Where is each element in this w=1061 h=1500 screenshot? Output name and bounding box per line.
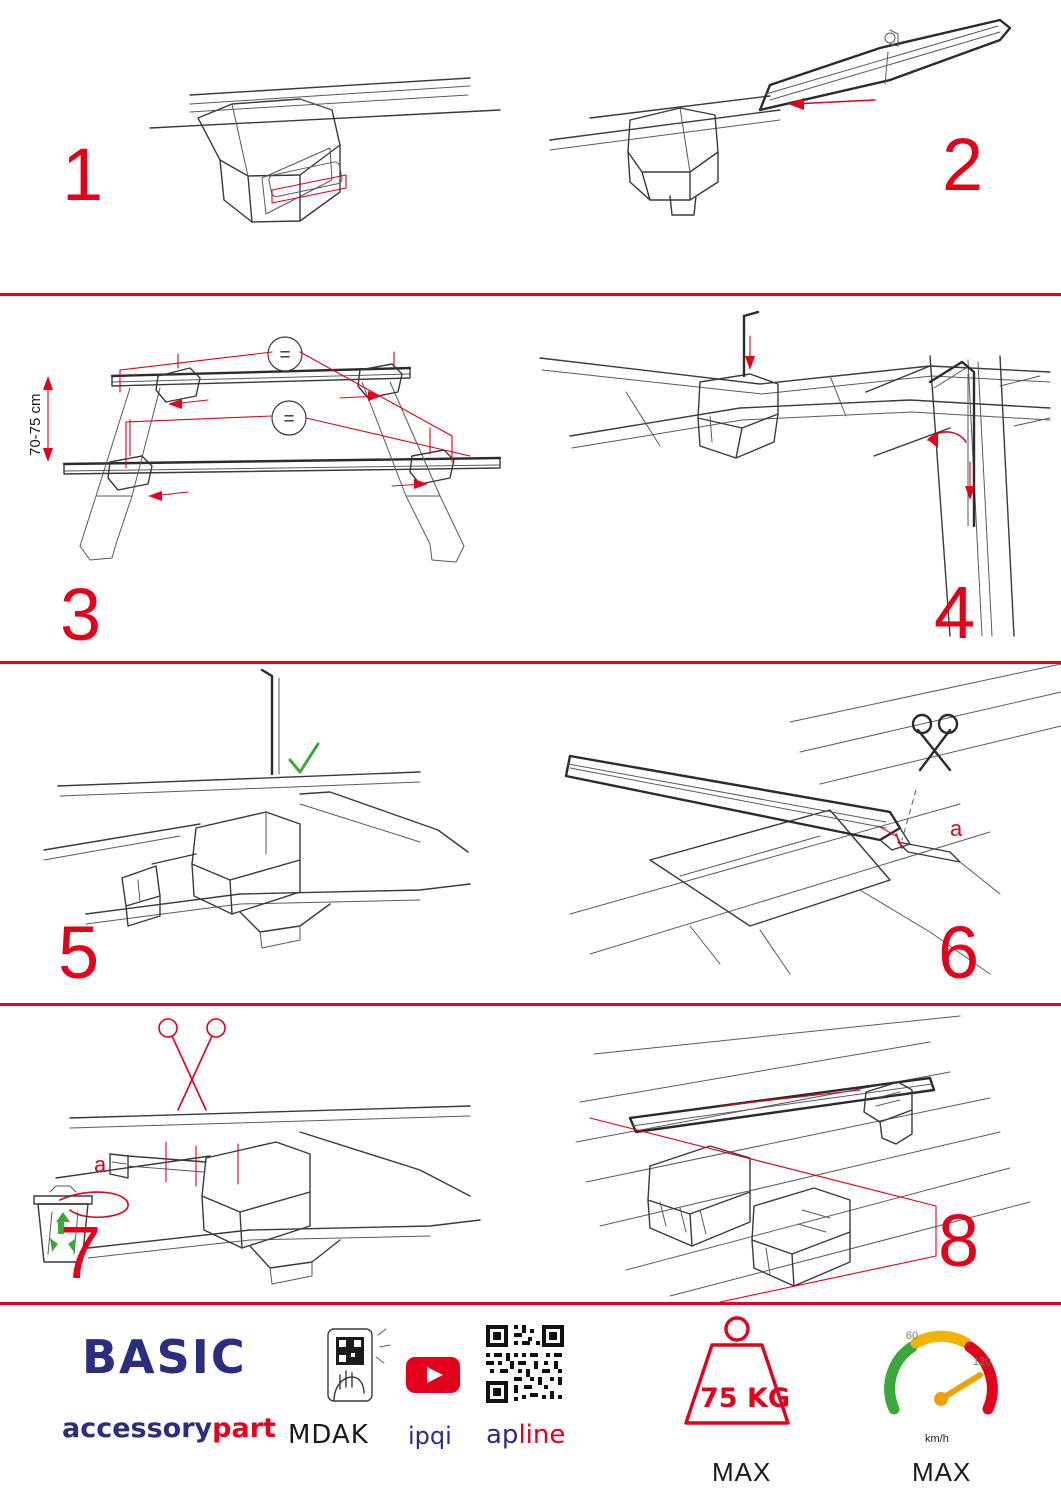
- speed-max-label: MAX: [912, 1457, 972, 1487]
- speed-unit-label: km/h: [925, 1433, 949, 1445]
- step-1-number: 1: [62, 133, 104, 216]
- svg-text:=: =: [279, 345, 291, 366]
- qr-code-icon[interactable]: [484, 1323, 566, 1405]
- step-3-distance-label: 70-75 cm: [27, 393, 44, 456]
- scissors-icon: [913, 715, 957, 770]
- phone-scan-icon: [310, 1325, 400, 1413]
- step-5-panel: [0, 664, 530, 1003]
- weight-max-label: MAX: [712, 1457, 772, 1487]
- brand-part-text: part: [212, 1413, 276, 1444]
- brand-line-text: line: [518, 1420, 566, 1450]
- svg-text:60: 60: [905, 1330, 919, 1342]
- svg-text:120: 120: [972, 1356, 992, 1368]
- step-5-number: 5: [58, 911, 100, 994]
- step-8-number: 8: [938, 1199, 980, 1282]
- step-6-number: 6: [938, 911, 980, 994]
- check-mark-icon: [290, 744, 318, 772]
- step-8-panel: [530, 1006, 1061, 1302]
- step-4-illustration: [530, 296, 1061, 661]
- step-7-number: 7: [60, 1211, 102, 1294]
- scissors-icon-red: [159, 1019, 225, 1110]
- brand-basic: BASIC: [82, 1330, 247, 1384]
- footer: [0, 1305, 1061, 1500]
- brand-ipqi: ipqi: [408, 1422, 452, 1450]
- step-2-number: 2: [942, 123, 984, 206]
- brand-accessorypart: [62, 1413, 276, 1444]
- weight-icon: [672, 1315, 802, 1435]
- step-1-panel: [0, 0, 530, 293]
- step-4-number: 4: [934, 571, 976, 654]
- step-2-panel: [530, 0, 1061, 293]
- step-6-marker-label: a: [950, 816, 963, 841]
- step-6-panel: [530, 664, 1061, 1003]
- youtube-play-icon[interactable]: [404, 1353, 462, 1397]
- brand-mdak: MDAK: [288, 1420, 369, 1450]
- brand-apline: [486, 1420, 565, 1450]
- brand-accessory-text: accessory: [62, 1413, 213, 1444]
- brand-ap-text: ap: [486, 1420, 519, 1450]
- step-7-panel: [0, 1006, 530, 1302]
- step-3-number: 3: [60, 573, 102, 656]
- step-7-marker-label: a: [94, 1152, 107, 1177]
- weight-value: 75 KG: [700, 1383, 791, 1414]
- step-8-illustration: [530, 1006, 1061, 1302]
- step-6-illustration: [530, 664, 1061, 1003]
- step-4-panel: [530, 296, 1061, 661]
- speedometer-icon: [876, 1313, 1006, 1435]
- svg-text:=: =: [283, 409, 295, 430]
- step-3-panel: [0, 296, 530, 661]
